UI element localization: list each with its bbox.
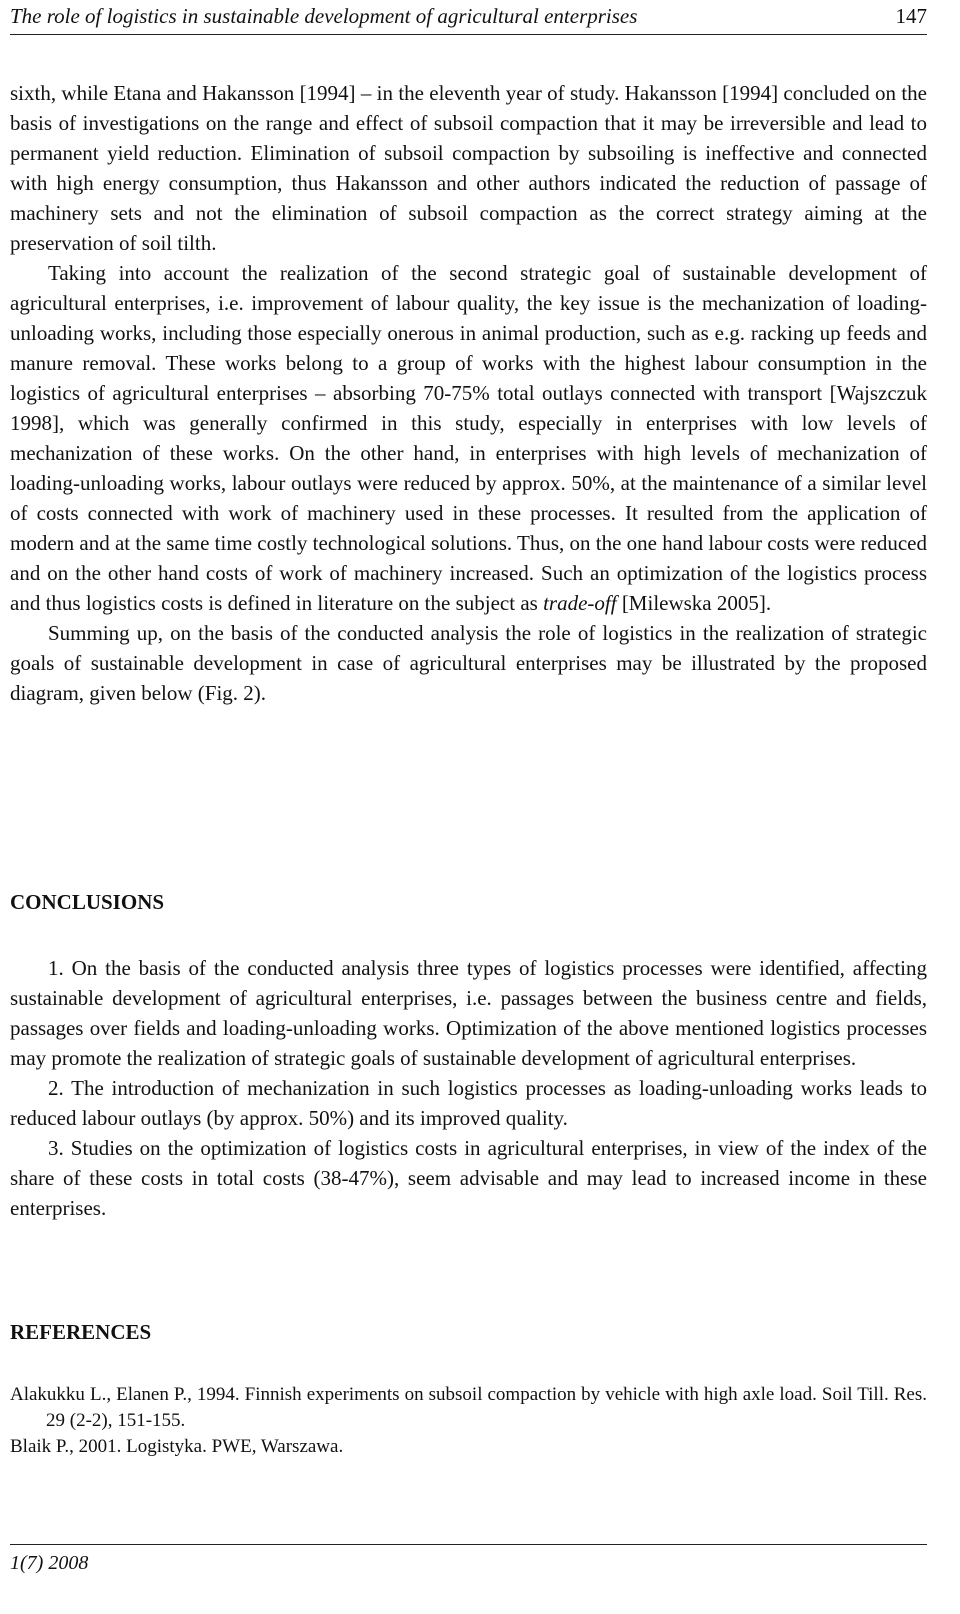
reference-item: Blaik P., 2001. Logistyka. PWE, Warszawa. [10, 1436, 344, 1457]
running-header [10, 2, 927, 35]
paragraph-2-citation: [Milewska 2005]. [616, 591, 772, 615]
reference-item: Alakukku L., Elanen P., 1994. Finnish experiments on subsoil compaction by vehicle with high axle load. Soil Till. Res. 29 (2-2), 151-155. [10, 1384, 927, 1431]
paragraph-1: sixth, while Etana and Hakansson [1994] – in the eleventh year of study. Hakansson [1994] concluded on the basis of investigations on the range and effect of subsoil compaction that it may be irreversible and lead to permanent yield reduction. Elimination of subsoil compaction by subsoiling is ineffective and connected with high energy consumption, thus Hakansson and other authors indicated the reduction of passage of machinery sets and not the elimination of subsoil compaction as the correct strategy aiming at the preservation of soil tilth. [10, 81, 927, 255]
conclusion-item: 2. The introduction of mechanization in such logistics processes as loading-unloading works leads to reduced labour outlays (by approx. 50%) and its improved quality. [10, 1076, 927, 1130]
conclusions-heading: CONCLUSIONS [10, 890, 165, 914]
paragraph-3: Summing up, on the basis of the conducted analysis the role of logistics in the realization of strategic goals of sustainable development in case of agricultural enterprises may be illustrated by the proposed diagram, given below (Fig. 2). [10, 621, 927, 705]
footer-divider [10, 1544, 927, 1545]
conclusion-item: 3. Studies on the optimization of logistics costs in agricultural enterprises, in view of the index of the share of these costs in total costs (38-47%), seem advisable and may lead to increased income in these enterprises. [10, 1136, 927, 1220]
body-text [10, 78, 927, 708]
paragraph-2 [10, 258, 927, 618]
paragraph-2-text: Taking into account the realization of the second strategic goal of sustainable development of agricultural enterprises, i.e. improvement of labour quality, the key issue is the mechanization of loading-unloading works, including those especially onerous in animal production, such as e.g. racking up feeds and manure removal. These works belong to a group of works with the highest labour consumption in the logistics of agricultural enterprises – absorbing 70-75% total outlays connected with transport [Wajszczuk 1998], which was generally confirmed in this study, especially in enterprises with low levels of mechanization of these works. On the other hand, in enterprises with high levels of mechanization of loading-unloading works, labour outlays were reduced by approx. 50%, at the maintenance of a similar level of costs connected with work of machinery used in these processes. It resulted from the application of modern and at the same time costly technological solutions. Thus, on the one hand labour costs were reduced and on the other hand costs of work of machinery increased. Such an optimization of the logistics process and thus logistics costs is defined in literature on the subject as [10, 261, 927, 615]
conclusion-item: 1. On the basis of the conducted analysis three types of logistics processes were identified, affecting sustainable development of agricultural enterprises, i.e. passages between the business centre and fields, passages over fields and loading-unloading works. Optimization of the above mentioned logistics processes may promote the realization of strategic goals of sustainable development of agricultural enterprises. [10, 956, 927, 1070]
references-list [10, 1382, 927, 1460]
trade-off-term: trade-off [543, 591, 617, 615]
page-number: 147 [895, 4, 927, 28]
running-title: The role of logistics in sustainable development of agricultural enterprises [10, 4, 638, 28]
journal-issue: 1(7) 2008 [10, 1552, 89, 1574]
conclusions-list [10, 953, 927, 1223]
references-heading: REFERENCES [10, 1320, 152, 1344]
